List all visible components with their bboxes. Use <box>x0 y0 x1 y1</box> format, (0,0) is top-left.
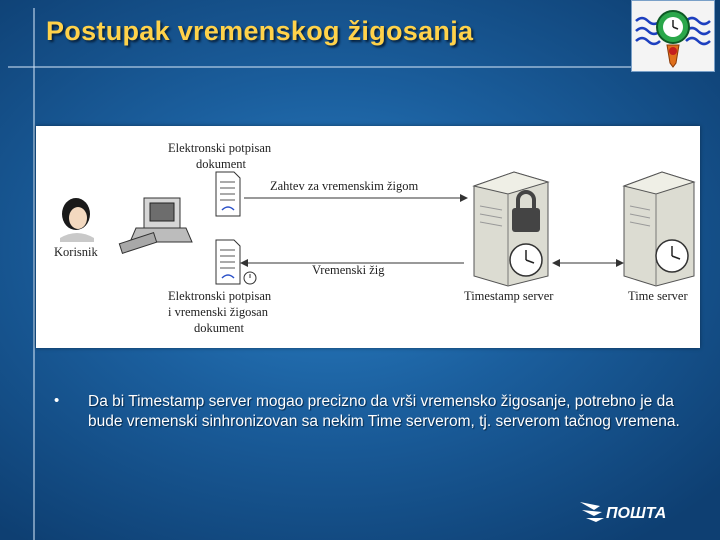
timestamp-server-icon <box>474 172 548 286</box>
request-arrow <box>244 194 468 202</box>
posta-wing-icon <box>580 502 604 522</box>
computer-icon <box>119 198 192 253</box>
request-label: Zahtev za vremenskim žigom <box>270 179 419 193</box>
posta-logo <box>578 494 690 528</box>
time-server-icon <box>624 172 694 286</box>
signed-document-icon <box>216 172 240 216</box>
bullet-text: Da bi Timestamp server mogao precizno da vrši vremensko žigosanje, potrebno je da bude vremenski sinhronizovan sa nekim Time serverom, tj. serverom tačnog vremena. <box>88 393 680 430</box>
emblem-logo <box>631 0 715 72</box>
decor-vertical-line <box>33 8 35 540</box>
user-avatar-icon <box>60 198 94 242</box>
time-server-label: Time server <box>628 289 688 303</box>
sync-arrow <box>552 259 624 267</box>
bullet-symbol: • <box>54 392 60 409</box>
timestamp-diagram <box>36 126 700 348</box>
signed-doc-label-2: dokument <box>196 157 246 171</box>
signed-doc-label-1: Elektronski potpisan <box>168 141 272 155</box>
stamped-document-icon <box>216 240 256 284</box>
stamped-doc-label-3: dokument <box>194 321 244 335</box>
stamped-doc-label-1: Elektronski potpisan <box>168 289 272 303</box>
user-label: Korisnik <box>54 245 98 259</box>
slide-title: Postupak vremenskog žigosanja <box>46 16 474 46</box>
stamped-doc-label-2: i vremenski žigosan <box>168 305 268 319</box>
posta-logo-text: ПОШТА <box>606 505 667 522</box>
timestamp-server-label: Timestamp server <box>464 289 554 303</box>
clock-emblem-icon <box>657 11 689 67</box>
decor-horizontal-line <box>8 66 708 68</box>
response-label: Vremenski žig <box>312 263 385 277</box>
